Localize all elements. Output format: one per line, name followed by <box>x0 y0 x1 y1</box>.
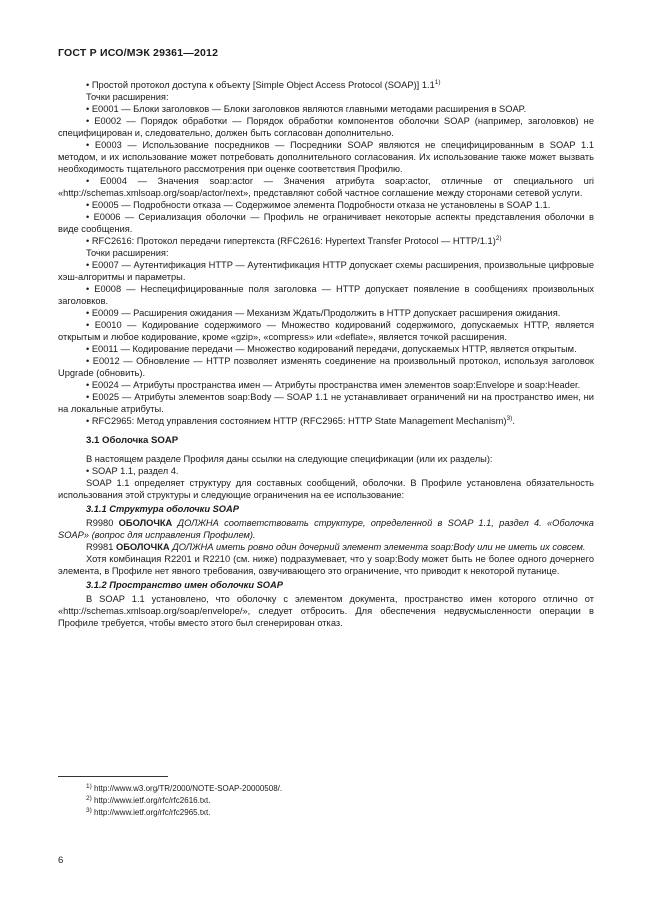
paragraph-extension-points: Точки расширения: <box>86 92 169 102</box>
paragraph-envelope-namespace: В SOAP 1.1 установлено, что оболочку с элементом документа, пространство имен которого отлично от «http://schemas.xmlsoap.org/soap/envelope/», следует отбросить. Для обеспечения недвусмысленности операции в Профиле требуется, чтобы вместо этого был сгенерирован отказ. <box>58 594 594 628</box>
footnote-text: http://www.ietf.org/rfc/rfc2965.txt. <box>91 808 211 817</box>
requirement-keyword: ОБОЛОЧКА <box>116 542 170 552</box>
paragraph-e0012: • E0012 — Обновление — HTTP позволяет изменять соединение на произвольный протокол, используя заголовок Upgrade (обновить). <box>58 356 594 378</box>
footnote-ref: 2) <box>495 235 502 242</box>
footnote-3 <box>58 807 594 819</box>
paragraph-e0008: • E0008 — Неспецифицированные поля заголовка — HTTP допускает появление в сообщениях произвольных заголовков. <box>58 284 594 306</box>
paragraph-text: • RFC2616: Протокол передачи гипертекста (RFC2616: Hypertext Transfer Protocol — HTTP/1.1) <box>86 236 496 246</box>
section-heading-3-1: 3.1 Оболочка SOAP <box>86 435 179 446</box>
paragraph-text: • RFC2965: Метод управления состоянием HTTP (RFC2965: HTTP State Management Mechanism) <box>86 416 507 426</box>
paragraph-e0005: • E0005 — Подробности отказа — Содержимое элемента Подробности отказа не установлены в SOAP 1.1. <box>86 200 551 210</box>
requirement-r9980 <box>58 517 594 541</box>
subsection-heading-3-1-1: 3.1.1 Структура оболочки SOAP <box>86 504 239 514</box>
document-header: ГОСТ Р ИСО/МЭК 29361—2012 <box>58 47 219 59</box>
paragraph-soap-section-4: • SOAP 1.1, раздел 4. <box>86 466 179 476</box>
paragraph-e0004: • E0004 — Значения soap:actor — Значения атрибута soap:actor, отличные от специального uri «http://schemas.xmlsoap.org/soap/actor/next», представляют собой частное соглашение между сторонами сетевой услуги. <box>58 176 594 198</box>
paragraph-rfc2616 <box>58 235 594 247</box>
paragraph-e0007: • E0007 — Аутентификация HTTP — Аутентификация HTTP допускает схемы расширения, произвольные цифровые хэш-алгоритмы и параметры. <box>58 260 594 282</box>
footnote-mark: 3) <box>86 807 92 814</box>
footnote-mark: 2) <box>86 795 92 802</box>
requirement-keyword: ОБОЛОЧКА <box>118 518 173 528</box>
paragraph-e0003: • E0003 — Использование посредников — Посредники SOAP являются не специфицированным в SOAP 1.1 методом, и их использование может потребовать дополнительного согласования. Их использование также может вызвать необходимость тщательного рассмотрения при оценке соответствия Профилю. <box>58 140 594 174</box>
paragraph-e0011: • E0011 — Кодирование передачи — Множество кодирований передачи, допускаемых HTTP, является открытым. <box>86 344 577 354</box>
footnote-divider <box>58 776 168 777</box>
paragraph-soap-protocol <box>58 79 594 91</box>
footnote-text: http://www.w3.org/TR/2000/NOTE-SOAP-20000508/. <box>91 784 283 793</box>
footnote-ref: 1) <box>434 79 441 86</box>
page-body <box>58 79 594 629</box>
footnote-2 <box>58 795 594 807</box>
paragraph-e0006: • E0006 — Сериализация оболочки — Профиль не ограничивает некоторые аспекты представления оболочки в виде сообщения. <box>58 212 594 234</box>
footnote-text: http://www.ietf.org/rfc/rfc2616.txt. <box>91 796 211 805</box>
paragraph-e0001: • E0001 — Блоки заголовков — Блоки заголовков являются главными методами расширения в SOAP. <box>86 104 527 114</box>
footnote-mark: 1) <box>86 783 92 790</box>
footnote-ref: 3) <box>506 415 513 422</box>
requirement-id: R9981 <box>86 542 114 552</box>
requirement-r9981 <box>58 541 594 553</box>
paragraph-extension-points-2: Точки расширения: <box>86 248 169 258</box>
paragraph-e0009: • E0009 — Расширения ожидания — Механизм Ждать/Продолжить в HTTP допускает расширения ожидания. <box>86 308 561 318</box>
footnotes <box>58 776 594 819</box>
paragraph-rfc2965 <box>58 415 594 427</box>
paragraph-e0024: • E0024 — Атрибуты пространства имен — Атрибуты пространства имен элементов soap:Envelope и soap:Header. <box>86 380 581 390</box>
subsection-heading-3-1-2: 3.1.2 Пространство имен оболочки SOAP <box>86 580 283 590</box>
paragraph-e0010: • E0010 — Кодирование содержимого — Множество кодирований содержимого, допускаемых HTTP, является открытым и любое кодирование, кроме «gzip», «compress» или «deflate», является точкой расширения. <box>58 320 594 342</box>
paragraph-text: • Простой протокол доступа к объекту [Simple Object Access Protocol (SOAP)] 1.1 <box>86 80 435 90</box>
paragraph-period: . <box>512 416 515 426</box>
requirement-id: R9980 <box>86 518 114 528</box>
paragraph-e0025: • E0025 — Атрибуты элементов soap:Body — SOAP 1.1 не устанавливает ограничений ни на пространство имен, ни на локальные атрибуты. <box>58 392 594 414</box>
requirement-text: ДОЛЖНА соответствовать структуре, определенной в SOAP 1.1, раздел 4. «Оболочка SOAP» (вопрос для исправления Профилем). <box>58 518 594 540</box>
page-number: 6 <box>58 855 64 866</box>
requirement-text: ДОЛЖНА иметь ровно один дочерний элемент элемента soap:Body или не иметь их совсем. <box>172 542 586 552</box>
paragraph-references-intro: В настоящем разделе Профиля даны ссылки на следующие спецификации (или их разделы): <box>86 454 493 464</box>
paragraph-body-children-note: Хотя комбинация R2201 и R2210 (см. ниже) подразумевает, что у soap:Body может быть не более одного дочернего элемента, в Профиле нет явного требования, озвучивающего это ограничение, что приводит к некоторой путанице. <box>58 554 594 576</box>
footnote-1 <box>58 783 594 795</box>
paragraph-soap-structure: SOAP 1.1 определяет структуру для составных сообщений, оболочки. В Профиле установлена обязательность использования этой структуры и следующие ограничения на ее использование: <box>58 478 594 500</box>
paragraph-e0002: • E0002 — Порядок обработки — Порядок обработки компонентов оболочки SOAP (например, заголовков) не специфицирован и, следовательно, должен быть согласован дополнительно. <box>58 116 594 138</box>
